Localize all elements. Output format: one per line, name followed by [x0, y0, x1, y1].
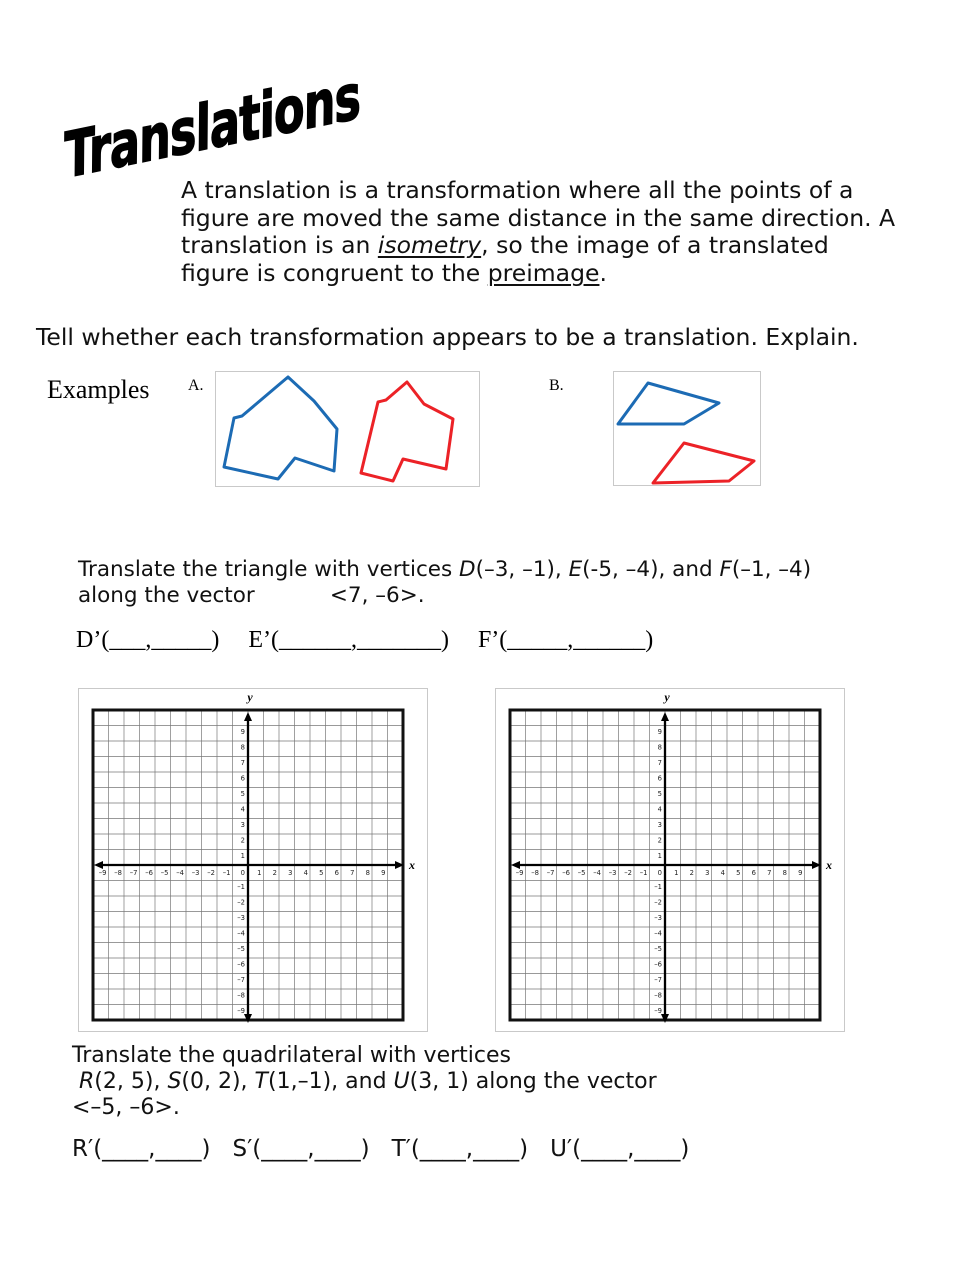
answer-blank-t: T′(____,____) [391, 1136, 529, 1162]
coordinate-grid-left-svg [79, 689, 427, 1031]
svg-text:–4: –4 [176, 869, 184, 877]
svg-text:7: 7 [240, 759, 245, 767]
answer-blank-u: U′(____,____) [550, 1136, 690, 1162]
problem1-line1: Translate the triangle with vertices D(–3, –1), E(-5, –4), and F(–1, –4) [78, 557, 812, 582]
coordinate-grid-right-svg [496, 689, 844, 1031]
svg-text:–8: –8 [531, 869, 539, 877]
svg-text:0: 0 [240, 869, 245, 877]
problem2-answer-blanks [72, 1136, 689, 1162]
svg-text:–1: –1 [237, 883, 245, 891]
example-b-figure [614, 372, 760, 485]
problem1-text [78, 557, 908, 608]
answer-blank-f: F’(_____,______) [477, 627, 654, 653]
svg-text:–4: –4 [237, 929, 245, 938]
answer-blank-d: D’(___,_____) [76, 627, 220, 653]
svg-text:5: 5 [657, 790, 662, 798]
example-a-label: A. [188, 377, 204, 394]
svg-text:2: 2 [240, 836, 245, 845]
svg-text:9: 9 [798, 869, 803, 877]
svg-text:–9: –9 [237, 1007, 245, 1015]
svg-text:–5: –5 [237, 945, 245, 953]
svg-text:0: 0 [657, 869, 662, 877]
svg-text:4: 4 [303, 869, 308, 877]
svg-text:5: 5 [319, 869, 324, 877]
svg-text:4: 4 [657, 805, 662, 814]
svg-text:9: 9 [240, 728, 245, 736]
problem2-line2: R(2, 5), S(0, 2), T(1,–1), and U(3, 1) along the vector [79, 1069, 657, 1094]
svg-text:–1: –1 [654, 883, 662, 891]
svg-text:8: 8 [365, 869, 370, 877]
svg-text:2: 2 [272, 869, 277, 877]
svg-text:–3: –3 [654, 914, 662, 922]
svg-text:–7: –7 [546, 869, 555, 877]
svg-text:1: 1 [257, 869, 262, 877]
svg-text:1: 1 [240, 852, 245, 860]
problem1-line2: along the vector <7, –6>. [78, 582, 425, 608]
svg-text:–4: –4 [654, 929, 662, 938]
svg-text:–6: –6 [237, 960, 245, 969]
svg-text:–5: –5 [160, 869, 169, 877]
svg-text:–9: –9 [654, 1007, 662, 1015]
svg-text:6: 6 [751, 869, 756, 877]
svg-text:–8: –8 [654, 991, 662, 1000]
svg-text:–2: –2 [207, 869, 215, 877]
example-b-label: B. [549, 377, 564, 394]
svg-text:x: x [409, 858, 415, 872]
svg-text:4: 4 [240, 805, 245, 814]
svg-text:–3: –3 [191, 869, 200, 877]
svg-text:7: 7 [350, 869, 355, 877]
svg-text:–3: –3 [608, 869, 617, 877]
svg-text:–5: –5 [654, 945, 662, 953]
svg-text:7: 7 [657, 759, 662, 767]
svg-text:–4: –4 [593, 869, 601, 877]
svg-text:y: y [247, 690, 253, 704]
example-b-box [613, 371, 761, 486]
svg-text:–2: –2 [624, 869, 632, 877]
examples-heading: Examples [47, 375, 150, 404]
svg-text:–6: –6 [562, 869, 570, 877]
svg-text:–6: –6 [145, 869, 153, 877]
svg-text:–8: –8 [114, 869, 122, 877]
problem2-text [72, 1043, 832, 1121]
example-a-figure [216, 372, 479, 486]
svg-text:3: 3 [288, 869, 293, 877]
svg-text:6: 6 [334, 869, 339, 877]
svg-text:–7: –7 [654, 976, 662, 984]
svg-text:–1: –1 [222, 869, 231, 877]
answer-blank-s: S′(____,____) [232, 1136, 370, 1162]
page-title: Translations [64, 59, 361, 194]
svg-text:8: 8 [240, 743, 245, 752]
svg-text:–3: –3 [237, 914, 245, 922]
svg-text:–5: –5 [577, 869, 586, 877]
svg-text:2: 2 [689, 869, 694, 877]
svg-text:9: 9 [381, 869, 386, 877]
svg-text:4: 4 [720, 869, 725, 877]
problem1-answer-blanks [76, 627, 653, 654]
svg-text:6: 6 [657, 774, 662, 783]
svg-text:–8: –8 [237, 991, 245, 1000]
svg-text:x: x [826, 858, 832, 872]
svg-text:3: 3 [705, 869, 710, 877]
svg-text:–7: –7 [237, 976, 245, 984]
svg-text:1: 1 [674, 869, 679, 877]
svg-text:3: 3 [657, 821, 662, 829]
coordinate-grid-left [78, 688, 428, 1032]
problem2-line3: <–5, –6>. [72, 1095, 180, 1120]
svg-text:6: 6 [240, 774, 245, 783]
svg-text:8: 8 [657, 743, 662, 752]
svg-text:9: 9 [657, 728, 662, 736]
svg-text:–6: –6 [654, 960, 662, 969]
svg-text:5: 5 [240, 790, 245, 798]
svg-text:5: 5 [736, 869, 741, 877]
coordinate-grid-right [495, 688, 845, 1032]
svg-text:–2: –2 [654, 898, 662, 907]
intro-paragraph: A translation is a transformation where all the points of a figure are moved the same distance in the same direction. A translation is an isometry, so the image of a translated figure is congruent to the preimage. [181, 176, 896, 287]
answer-blank-e: E’(______,_______) [248, 627, 449, 653]
svg-text:8: 8 [782, 869, 787, 877]
svg-text:–9: –9 [98, 869, 107, 877]
prompt-line: Tell whether each transformation appears to be a translation. Explain. [36, 323, 859, 351]
problem2-line1: Translate the quadrilateral with vertices [72, 1043, 511, 1068]
example-a-box [215, 371, 480, 487]
svg-text:2: 2 [657, 836, 662, 845]
svg-text:7: 7 [767, 869, 772, 877]
svg-text:1: 1 [657, 852, 662, 860]
svg-text:3: 3 [240, 821, 245, 829]
svg-text:–1: –1 [639, 869, 648, 877]
svg-text:y: y [664, 690, 670, 704]
svg-text:–9: –9 [515, 869, 524, 877]
answer-blank-r: R′(____,____) [72, 1136, 211, 1162]
svg-text:–2: –2 [237, 898, 245, 907]
svg-text:–7: –7 [129, 869, 138, 877]
